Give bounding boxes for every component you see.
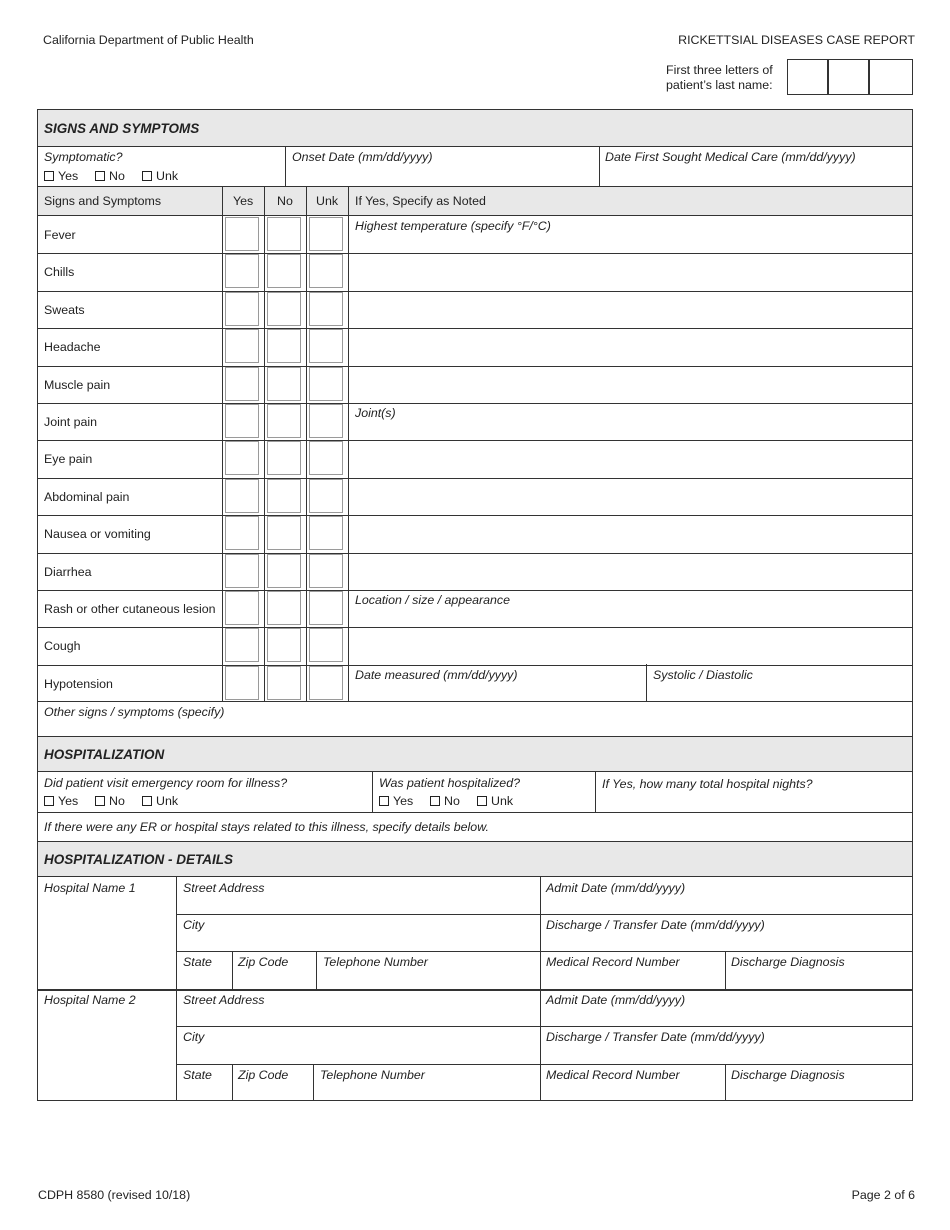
admit-date-field[interactable]: Admit Date (mm/dd/yyyy) (546, 993, 686, 1007)
symptom-checkbox-yes[interactable] (225, 217, 259, 251)
symptom-name: Joint pain (44, 415, 98, 429)
symptom-checkbox-no[interactable] (267, 404, 301, 438)
hosp-section-title: HOSPITALIZATION (44, 747, 165, 762)
symptom-checkbox-no[interactable] (267, 554, 301, 588)
symptom-name: Eye pain (44, 452, 93, 466)
col-yes-header: Yes (233, 194, 254, 208)
col-unk-header: Unk (316, 194, 339, 208)
first-care-date-field[interactable]: Date First Sought Medical Care (mm/dd/yyyy) (605, 150, 856, 164)
state-field[interactable]: State (183, 955, 212, 969)
details-section-title: HOSPITALIZATION - DETAILS (44, 852, 233, 867)
er-yes[interactable]: Yes (44, 794, 78, 808)
symptomatic-unk[interactable]: Unk (142, 169, 178, 183)
symptom-checkbox-unk[interactable] (309, 666, 343, 700)
city-field[interactable]: City (183, 1030, 205, 1044)
telephone-field[interactable]: Telephone Number (323, 955, 428, 969)
col-signs-header: Signs and Symptoms (44, 194, 162, 208)
form-id: CDPH 8580 (revised 10/18) (38, 1188, 191, 1202)
discharge-diagnosis-field[interactable]: Discharge Diagnosis (731, 955, 845, 969)
symptom-checkbox-yes[interactable] (225, 329, 259, 363)
medical-record-number-field[interactable]: Medical Record Number (546, 1068, 680, 1082)
symptom-name: Sweats (44, 303, 85, 317)
symptom-name: Chills (44, 265, 75, 279)
symptom-name: Fever (44, 228, 76, 242)
er-unk[interactable]: Unk (142, 794, 178, 808)
symptom-checkbox-unk[interactable] (309, 292, 343, 326)
systolic-diastolic-field[interactable]: Systolic / Diastolic (653, 668, 753, 682)
street-address-field[interactable]: Street Address (183, 881, 265, 895)
hospitalized-question: Was patient hospitalized? (379, 776, 520, 790)
zip-code-field[interactable]: Zip Code (238, 955, 289, 969)
symptom-checkbox-no[interactable] (267, 254, 301, 288)
symptom-name: Cough (44, 639, 81, 653)
form-title: RICKETTSIAL DISEASES CASE REPORT (678, 33, 915, 47)
symptom-name: Rash or other cutaneous lesion (44, 602, 216, 616)
signs-section-title: SIGNS AND SYMPTOMS (44, 121, 200, 136)
discharge-date-field[interactable]: Discharge / Transfer Date (mm/dd/yyyy) (546, 1030, 765, 1044)
symptom-checkbox-yes[interactable] (225, 441, 259, 475)
symptomatic-label: Symptomatic? (44, 150, 123, 164)
symptom-checkbox-unk[interactable] (309, 254, 343, 288)
symptom-specify-field[interactable]: Date measured (mm/dd/yyyy) (355, 668, 518, 682)
symptom-checkbox-yes[interactable] (225, 254, 259, 288)
symptom-checkbox-yes[interactable] (225, 591, 259, 625)
zip-code-field[interactable]: Zip Code (238, 1068, 289, 1082)
symptom-checkbox-yes[interactable] (225, 367, 259, 401)
hospitalized-yes[interactable]: Yes (379, 794, 413, 808)
symptom-checkbox-yes[interactable] (225, 292, 259, 326)
city-field[interactable]: City (183, 918, 205, 932)
symptom-checkbox-no[interactable] (267, 479, 301, 513)
hospital-nights-field[interactable]: If Yes, how many total hospital nights? (602, 777, 813, 791)
last-name-label-line1: First three letters of (666, 63, 773, 77)
symptom-name: Nausea or vomiting (44, 527, 151, 541)
telephone-field[interactable]: Telephone Number (320, 1068, 425, 1082)
symptom-specify-field[interactable]: Highest temperature (specify °F/°C) (355, 219, 551, 233)
symptomatic-yes[interactable]: Yes (44, 169, 78, 183)
symptom-checkbox-yes[interactable] (225, 554, 259, 588)
symptom-name: Muscle pain (44, 378, 111, 392)
symptom-specify-field[interactable]: Joint(s) (355, 406, 396, 420)
hosp-section-bar (38, 737, 912, 771)
hosp-note: If there were any ER or hospital stays related to this illness, specify details below. (44, 820, 489, 834)
symptom-checkbox-unk[interactable] (309, 329, 343, 363)
hospital-name-field[interactable]: Hospital Name 2 (44, 993, 136, 1007)
symptom-name: Diarrhea (44, 565, 92, 579)
symptom-checkbox-no[interactable] (267, 516, 301, 550)
symptom-checkbox-no[interactable] (267, 367, 301, 401)
state-field[interactable]: State (183, 1068, 212, 1082)
symptom-checkbox-unk[interactable] (309, 441, 343, 475)
hospitalized-unk[interactable]: Unk (477, 794, 513, 808)
symptom-checkbox-unk[interactable] (309, 367, 343, 401)
symptom-checkbox-no[interactable] (267, 666, 301, 700)
last-name-letter-3[interactable] (869, 59, 913, 95)
symptom-checkbox-yes[interactable] (225, 516, 259, 550)
admit-date-field[interactable]: Admit Date (mm/dd/yyyy) (546, 881, 686, 895)
last-name-letter-2[interactable] (828, 59, 869, 95)
symptom-name: Headache (44, 340, 101, 354)
org-name: California Department of Public Health (43, 33, 254, 47)
discharge-date-field[interactable]: Discharge / Transfer Date (mm/dd/yyyy) (546, 918, 765, 932)
symptomatic-no[interactable]: No (95, 169, 125, 183)
medical-record-number-field[interactable]: Medical Record Number (546, 955, 680, 969)
last-name-letter-1[interactable] (787, 59, 828, 95)
symptom-checkbox-yes[interactable] (225, 666, 259, 700)
symptom-checkbox-no[interactable] (267, 329, 301, 363)
symptom-specify-field[interactable]: Location / size / appearance (355, 593, 510, 607)
symptom-checkbox-unk[interactable] (309, 554, 343, 588)
symptom-checkbox-yes[interactable] (225, 479, 259, 513)
symptom-checkbox-yes[interactable] (225, 628, 259, 662)
symptom-checkbox-no[interactable] (267, 217, 301, 251)
other-signs-field[interactable]: Other signs / symptoms (specify) (44, 705, 225, 719)
er-question: Did patient visit emergency room for illness? (44, 776, 288, 790)
page-number: Page 2 of 6 (851, 1188, 915, 1202)
symptom-checkbox-unk[interactable] (309, 591, 343, 625)
symptom-checkbox-unk[interactable] (309, 628, 343, 662)
onset-date-field[interactable]: Onset Date (mm/dd/yyyy) (292, 150, 433, 164)
symptom-checkbox-no[interactable] (267, 591, 301, 625)
symptom-checkbox-unk[interactable] (309, 404, 343, 438)
symptom-name: Hypotension (44, 677, 113, 691)
discharge-diagnosis-field[interactable]: Discharge Diagnosis (731, 1068, 845, 1082)
symptom-checkbox-no[interactable] (267, 292, 301, 326)
er-no[interactable]: No (95, 794, 125, 808)
hospital-name-field[interactable]: Hospital Name 1 (44, 881, 136, 895)
symptom-checkbox-unk[interactable] (309, 217, 343, 251)
symptom-checkbox-yes[interactable] (225, 404, 259, 438)
symptom-checkbox-unk[interactable] (309, 516, 343, 550)
col-no-header: No (277, 194, 293, 208)
hospitalized-no[interactable]: No (430, 794, 460, 808)
last-name-label-line2: patient’s last name: (666, 78, 773, 92)
street-address-field[interactable]: Street Address (183, 993, 265, 1007)
symptom-name: Abdominal pain (44, 490, 130, 504)
symptom-checkbox-no[interactable] (267, 441, 301, 475)
col-specify-header: If Yes, Specify as Noted (355, 194, 486, 208)
symptom-checkbox-no[interactable] (267, 628, 301, 662)
symptom-checkbox-unk[interactable] (309, 479, 343, 513)
